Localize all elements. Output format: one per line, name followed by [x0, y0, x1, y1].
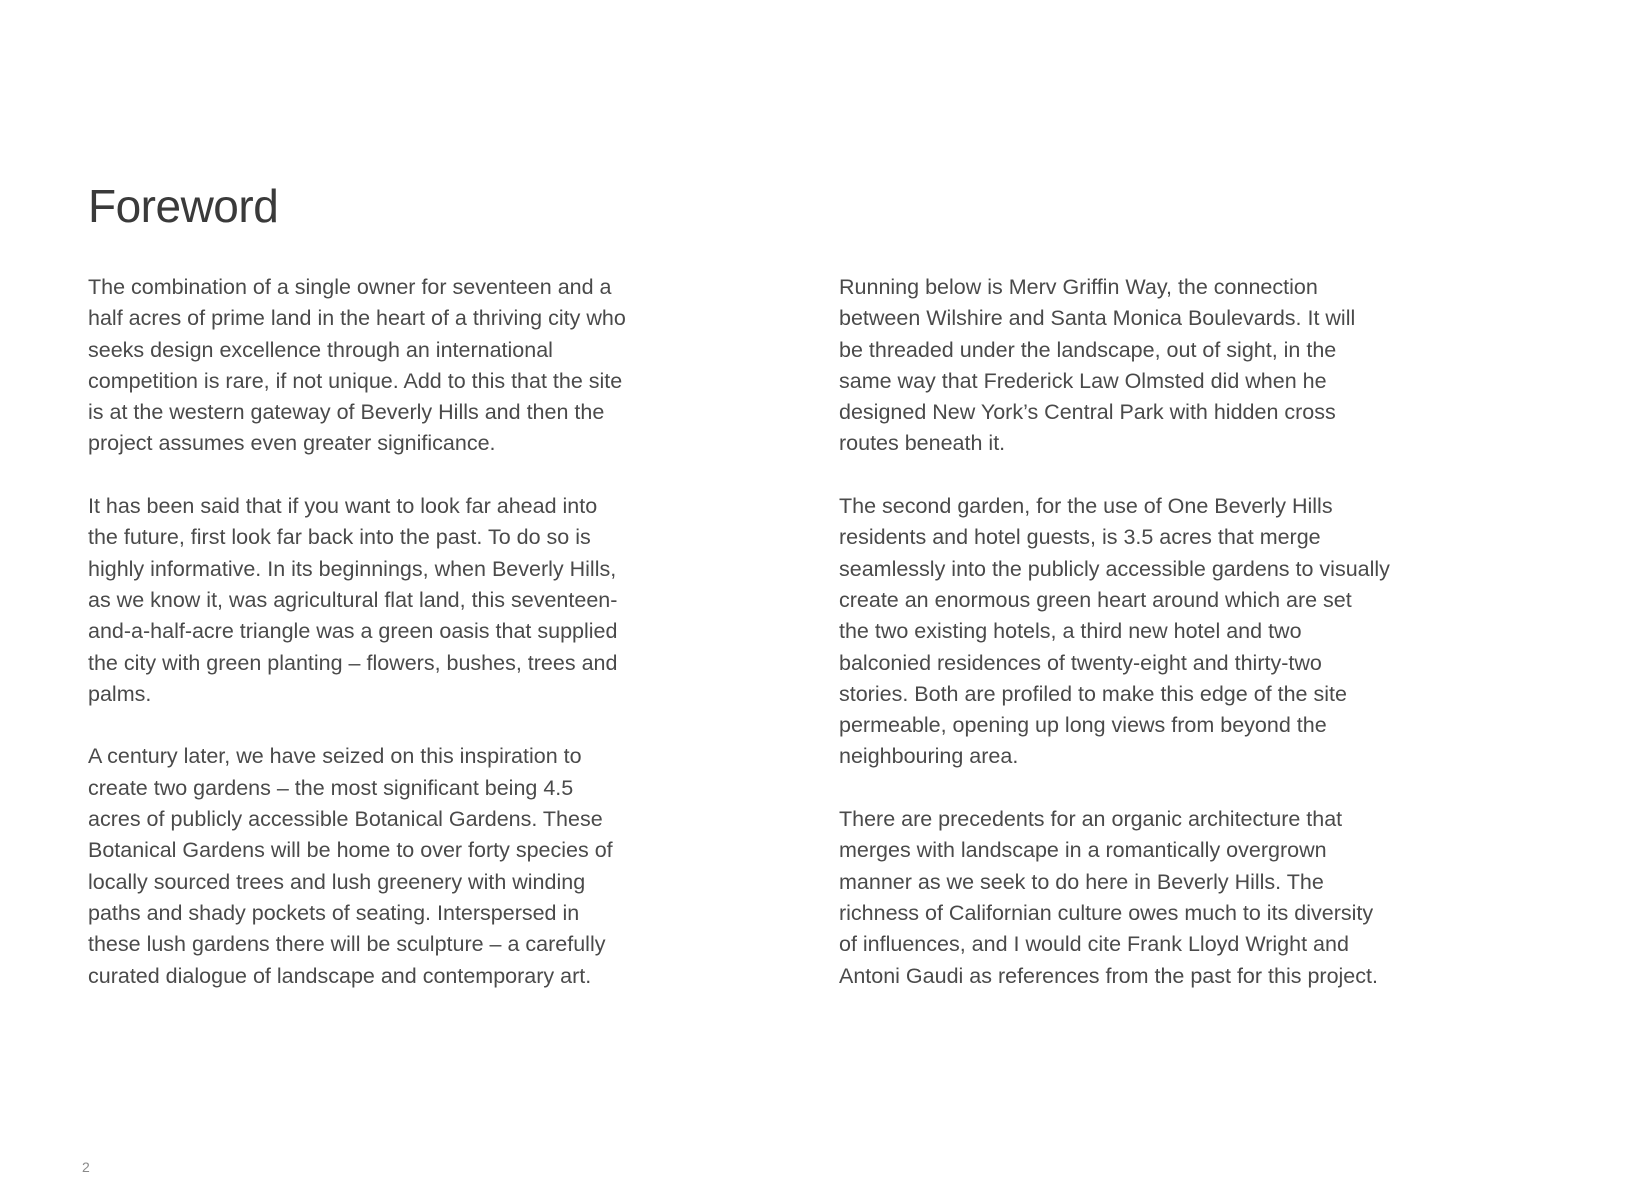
text-line: designed New York’s Central Park with hidden cross: [839, 400, 1336, 425]
text-line: routes beneath it.: [839, 431, 1006, 456]
text-line: manner as we seek to do here in Beverly Hills. The: [839, 869, 1324, 894]
paragraph: [839, 491, 1429, 773]
text-line: is at the western gateway of Beverly Hills and then the: [88, 400, 605, 425]
text-line: project assumes even greater significance.: [88, 431, 496, 456]
text-line: the two existing hotels, a third new hotel and two: [839, 619, 1302, 644]
paragraph: [839, 804, 1429, 992]
text-line: Running below is Merv Griffin Way, the connection: [839, 275, 1318, 299]
text-line: competition is rare, if not unique. Add to this that the site: [88, 368, 623, 393]
text-line: highly informative. In its beginnings, when Beverly Hills,: [88, 556, 617, 581]
text-line: Botanical Gardens will be home to over forty species of: [88, 838, 613, 863]
text-line: seeks design excellence through an international: [88, 337, 553, 362]
text-line: A century later, we have seized on this inspiration to: [88, 744, 582, 769]
text-line: the city with green planting – flowers, bushes, trees and: [88, 650, 618, 675]
text-line: merges with landscape in a romantically overgrown: [839, 838, 1327, 863]
text-line: richness of Californian culture owes much to its diversity: [839, 900, 1374, 925]
text-line: Antoni Gaudi as references from the past for this project.: [839, 963, 1378, 988]
left-column: [88, 272, 678, 992]
text-line: be threaded under the landscape, out of sight, in the: [839, 337, 1337, 362]
text-line: The combination of a single owner for seventeen and a: [88, 275, 612, 299]
text-line: seamlessly into the publicly accessible gardens to visually: [839, 556, 1390, 581]
text-line: There are precedents for an organic architecture that: [839, 807, 1343, 832]
text-line: same way that Frederick Law Olmsted did when he: [839, 368, 1327, 393]
text-line: create an enormous green heart around which are set: [839, 587, 1352, 612]
paragraph: [88, 491, 678, 710]
text-line: of influences, and I would cite Frank Lloyd Wright and: [839, 932, 1349, 957]
paragraph-gap: [839, 460, 1429, 491]
page-number: 2: [82, 1159, 90, 1175]
text-line: acres of publicly accessible Botanical Gardens. These: [88, 807, 603, 832]
text-line: stories. Both are profiled to make this edge of the site: [839, 681, 1347, 706]
text-line: as we know it, was agricultural flat land, this seventeen-: [88, 587, 618, 612]
text-line: create two gardens – the most significant being 4.5: [88, 775, 574, 800]
text-line: the future, first look far back into the past. To do so is: [88, 525, 591, 550]
text-line: residents and hotel guests, is 3.5 acres that merge: [839, 525, 1321, 550]
text-line: neighbouring area.: [839, 744, 1019, 769]
text-line: half acres of prime land in the heart of a thriving city who: [88, 306, 626, 331]
page-title: Foreword: [88, 180, 279, 232]
paragraph: [839, 272, 1429, 460]
text-line: The second garden, for the use of One Beverly Hills: [839, 494, 1333, 519]
text-line: between Wilshire and Santa Monica Boulevards. It will: [839, 306, 1356, 331]
right-column: [839, 272, 1429, 992]
text-line: palms.: [88, 681, 152, 706]
text-line: permeable, opening up long views from beyond the: [839, 713, 1327, 738]
text-line: locally sourced trees and lush greenery with winding: [88, 869, 586, 894]
text-line: balconied residences of twenty-eight and thirty-two: [839, 650, 1322, 675]
paragraph-gap: [88, 710, 678, 741]
paragraph-gap: [88, 460, 678, 491]
paragraph-gap: [839, 773, 1429, 804]
text-line: paths and shady pockets of seating. Interspersed in: [88, 900, 580, 925]
text-line: these lush gardens there will be sculpture – a carefully: [88, 932, 606, 957]
text-line: and-a-half-acre triangle was a green oasis that supplied: [88, 619, 618, 644]
paragraph: [88, 272, 678, 460]
text-line: curated dialogue of landscape and contemporary art.: [88, 963, 592, 988]
paragraph: [88, 741, 678, 991]
text-line: It has been said that if you want to look far ahead into: [88, 494, 598, 519]
